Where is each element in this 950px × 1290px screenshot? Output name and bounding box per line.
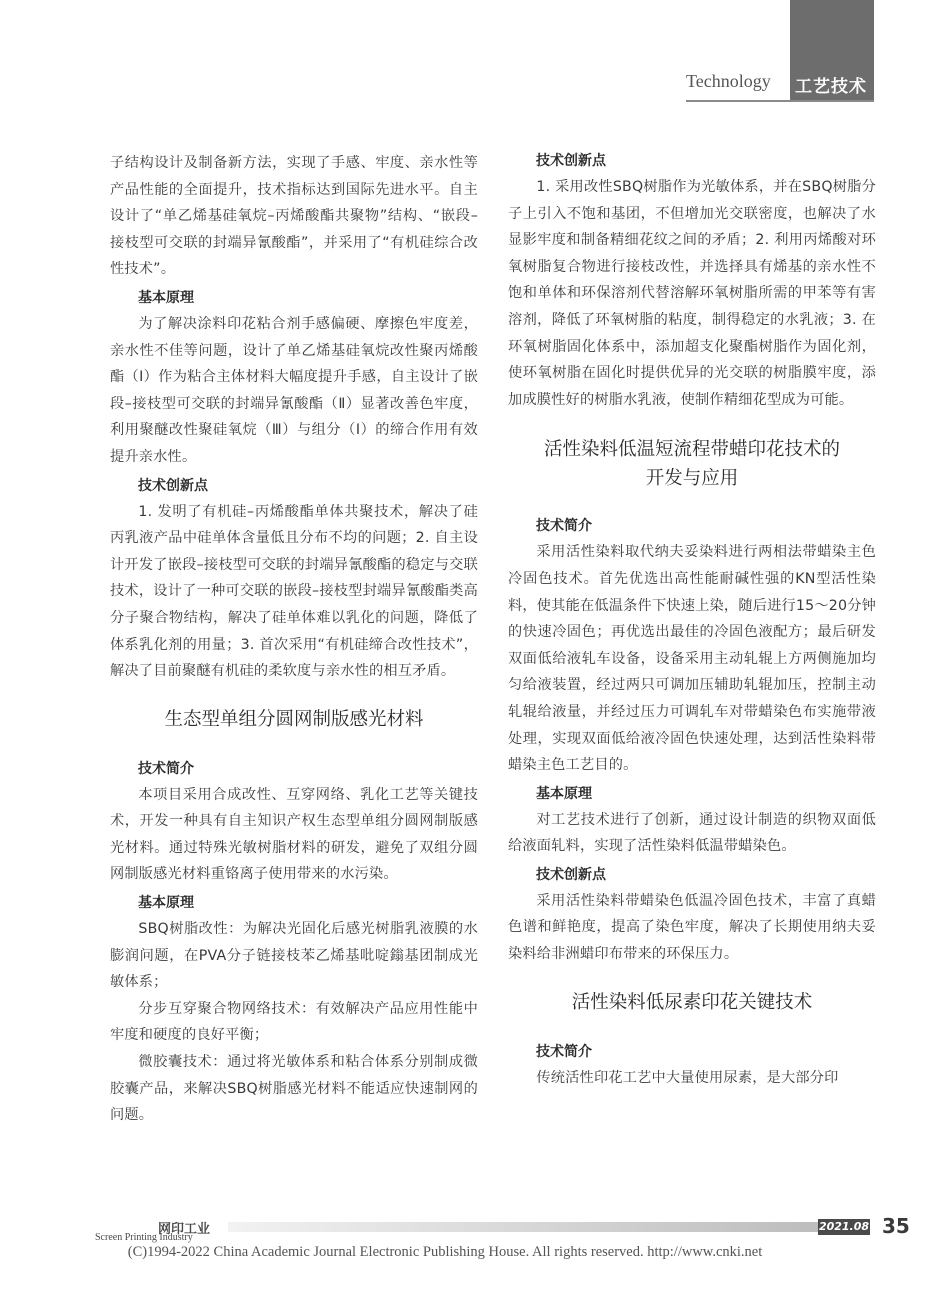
article-title-line2: 开发与应用: [645, 468, 739, 490]
left-column: [110, 150, 478, 1129]
issue-date: 2021.08: [818, 1220, 870, 1233]
copyright-notice: (C)1994-2022 China Academic Journal Electronic Publishing House. All rights reserved. http://www.cnki.net: [127, 1244, 763, 1260]
principle-heading: 基本原理: [138, 895, 194, 912]
principle-paragraph: 微胶囊技术：通过将光敏体系和粘合体系分别制成微胶囊产品，来解决SBQ树脂感光材料不能适应快速制网的问题。: [110, 1054, 478, 1124]
principle-paragraph: 对工艺技术进行了创新，通过设计制造的织物双面低给液面轧料，实现了活性染料低温带蜡染色。: [508, 811, 876, 855]
innovation-paragraph: 1. 发明了有机硅–丙烯酸酯单体共聚技术，解决了硅丙乳液产品中硅单体含量低且分布不均的问题；2. 自主设计开发了嵌段–接枝型可交联的封端异氰酸酯的稳定与交联技术，设计了一种可交联的嵌段–接枝型封端异氰酸酯类高分子聚合物结构，解决了硅单体难以乳化的问题，降低了体系乳化剂的用量；3. 首次采用“有机硅缔合改性技术”，解决了目前聚醚有机硅的柔软度与亲水性的相互矛盾。: [110, 503, 478, 680]
section-label-en: Technology: [686, 71, 771, 91]
innovation-paragraph: 采用活性染料带蜡染色低温冷固色技术，丰富了真蜡色谱和鲜艳度，提高了染色牢度，解决了长期使用纳夫妥染料给非洲蜡印布带来的环保压力。: [508, 892, 876, 963]
principle-paragraph: 分步互穿聚合物网络技术：有效解决产品应用性能中牢度和硬度的良好平衡；: [110, 1000, 478, 1044]
innovation-heading: 技术创新点: [536, 153, 606, 169]
article-title-line1: 活性染料低温短流程带蜡印花技术的: [543, 439, 840, 461]
journal-logo: 网印工业: [158, 1222, 211, 1237]
intro-heading: 技术简介: [138, 760, 194, 777]
journal-name-en: Screen Printing Industry: [95, 1232, 193, 1243]
intro-heading: 技术简介: [536, 518, 592, 535]
principle-heading: 基本原理: [138, 289, 194, 306]
innovation-heading: 技术创新点: [536, 866, 606, 883]
intro-paragraph: 传统活性印花工艺中大量使用尿素，是大部分印: [536, 1069, 839, 1086]
footer-bar: [228, 1222, 818, 1232]
innovation-heading: 技术创新点: [138, 477, 208, 494]
header-rule: [686, 100, 874, 102]
innovation-paragraph: 1. 采用改性SBQ树脂作为光敏体系，并在SBQ树脂分子上引入不饱和基团，不但增加光交联密度，也解决了水显影牢度和制备精细花纹之间的矛盾；2. 利用丙烯酸对环氧树脂复合物进行接枝改性，并选择具有烯基的亲水性不饱和单体和环保溶剂代替溶解环氧树脂所需的甲苯等有害溶剂，降低了环氧树脂的粘度，制得稳定的水乳液；3. 在环氧树脂固化体系中，添加超支化聚酯树脂作为固化剂，使环氧树脂在固化时提供优异的光交联的树脂膜牢度，添加成膜性好的树脂水乳液，使制作精细花型成为可能。: [508, 179, 876, 408]
page-number: 35: [882, 1214, 910, 1238]
intro-heading: 技术简介: [536, 1043, 592, 1060]
principle-heading: 基本原理: [536, 785, 592, 802]
intro-paragraph: 本项目采用合成改性、互穿网络、乳化工艺等关键技术，开发一种具有自主知识产权生态型单组分圆网制版感光材料。通过特殊光敏树脂材料的研发，避免了双组分圆网制版感光材料重铬离子使用带来的水污染。: [110, 786, 478, 883]
principle-paragraph: SBQ树脂改性：为解决光固化后感光树脂乳液膜的水膨润问题，在PVA分子链接枝苯乙烯基吡啶鎓基团制成光敏体系；: [110, 921, 478, 991]
article-title: 活性染料低尿素印花关键技术: [571, 991, 813, 1013]
intro-paragraph: 子结构设计及制备新方法，实现了手感、牢度、亲水性等产品性能的全面提升，技术指标达到国际先进水平。自主设计了“单乙烯基硅氧烷–丙烯酸酯共聚物”结构、“嵌段–接枝型可交联的封端异氰酸酯”，并采用了“有机硅综合改性技术”。: [110, 155, 478, 278]
principle-paragraph: 为了解决涂料印花粘合剂手感偏硬、摩擦色牢度差，亲水性不佳等问题，设计了单乙烯基硅氧烷改性聚丙烯酸酯（Ⅰ）作为粘合主体材料大幅度提升手感，自主设计了嵌段–接枝型可交联的封端异氰酸酯（Ⅱ）显著改善色牢度，利用聚醚改性聚硅氧烷（Ⅲ）与组分（Ⅰ）的缔合作用有效提升亲水性。: [110, 315, 478, 465]
article-title: 生态型单组分圆网制版感光材料: [164, 708, 424, 730]
intro-paragraph: 采用活性染料取代纳夫妥染料进行两相法带蜡染主色冷固色技术。首先优选出高性能耐碱性强的KN型活性染料，使其能在低温条件下快速上染，随后进行15～20分钟的快速冷固色；再优选出最佳的冷固色液配方；最后研发双面低给液轧车设备，设备采用主动轧辊上方两侧施加均匀给液装置，经过两只可调加压辅助轧辊加压，控制主动轧辊给液量，并经过压力可调轧车对带蜡染色布实施带液处理，实现双面低给液冷固色快速处理，达到活性染料带蜡染主色工艺目的。: [508, 544, 876, 774]
section-label: 工艺技术: [795, 77, 867, 97]
right-column: [508, 150, 876, 1091]
